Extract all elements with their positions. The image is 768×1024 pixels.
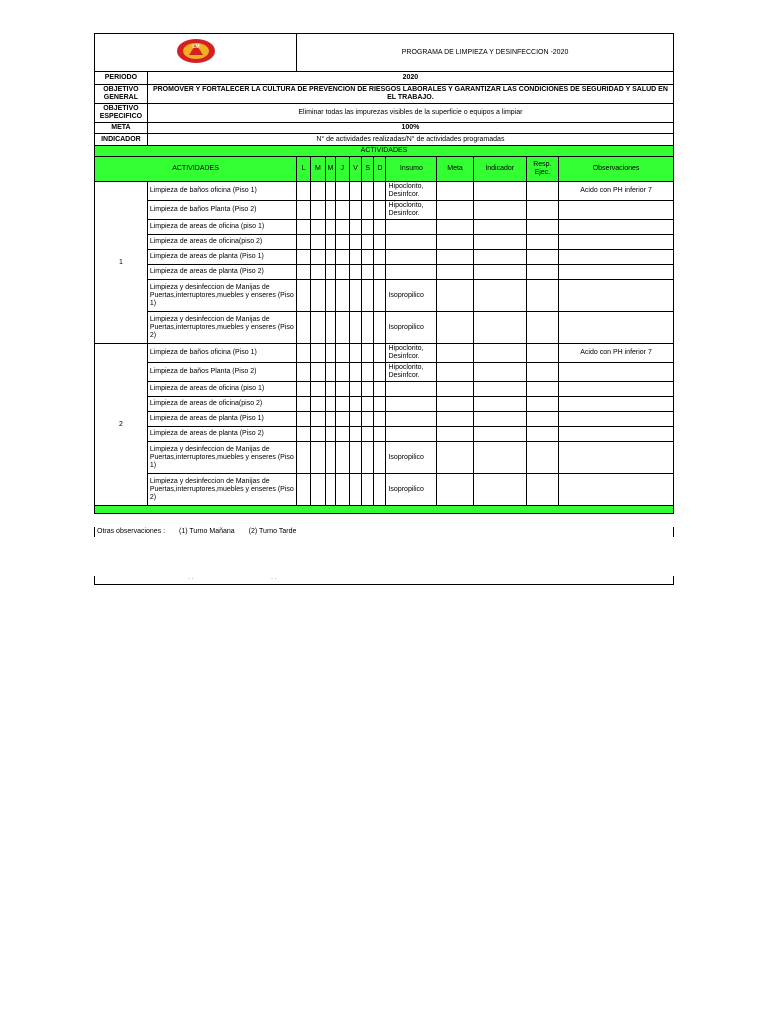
indicador-cell <box>473 412 526 427</box>
day-cell-j <box>335 312 349 344</box>
indicador-cell <box>473 382 526 397</box>
activity-row <box>95 201 674 220</box>
day-cell-l <box>297 427 311 442</box>
activity-cell: Limpieza de areas de planta (Piso 2) <box>147 265 296 280</box>
day-cell-d <box>374 442 386 474</box>
activity-row <box>95 382 674 397</box>
insumo-cell: Isopropilico <box>386 312 437 344</box>
insumo-cell <box>386 220 437 235</box>
meta-row <box>95 123 674 134</box>
day-cell-d <box>374 344 386 363</box>
day-cell-d <box>374 412 386 427</box>
day-cell-j <box>335 442 349 474</box>
day-cell-j <box>335 235 349 250</box>
meta-cell <box>437 201 474 220</box>
day-cell-m2 <box>325 201 335 220</box>
objetivo-general-value: PROMOVER Y FORTALECER LA CULTURA DE PREVENCION DE RIESGOS LABORALES Y GARANTIZAR LAS CONDICIONES DE SEGURIDAD Y SALUD EN EL TRABAJO. <box>147 85 673 104</box>
activity-cell: Limpieza de areas de oficina(piso 2) <box>147 397 296 412</box>
day-cell-s <box>362 235 374 250</box>
col-v: V <box>349 157 361 182</box>
day-cell-l <box>297 235 311 250</box>
activity-cell: Limpieza de baños Planta (Piso 2) <box>147 363 296 382</box>
observaciones-cell: Acido con PH inferior 7 <box>559 344 674 363</box>
company-logo-icon <box>170 37 222 65</box>
day-cell-l <box>297 442 311 474</box>
indicador-cell <box>473 442 526 474</box>
document-title: PROGRAMA DE LIMPIEZA Y DESINFECCION -2020 <box>297 34 674 72</box>
observaciones-cell <box>559 412 674 427</box>
footer-turno-1: (1) Turno Mañana <box>179 528 235 535</box>
day-cell-s <box>362 250 374 265</box>
insumo-cell <box>386 265 437 280</box>
col-observaciones: Observaciones <box>559 157 674 182</box>
day-cell-s <box>362 427 374 442</box>
insumo-cell: Hipoclorito, Desinfcor. <box>386 344 437 363</box>
group-label: 1 <box>95 182 148 344</box>
day-cell-d <box>374 312 386 344</box>
day-cell-m1 <box>311 201 325 220</box>
objetivo-especifico-value: Eliminar todas las impurezas visibles de la superficie o equipos a limpiar <box>147 104 673 123</box>
insumo-cell <box>386 235 437 250</box>
meta-cell <box>437 344 474 363</box>
observaciones-cell <box>559 474 674 506</box>
resp-cell <box>526 201 559 220</box>
observaciones-cell <box>559 265 674 280</box>
activity-cell: Limpieza de areas de planta (Piso 1) <box>147 412 296 427</box>
day-cell-j <box>335 344 349 363</box>
day-cell-j <box>335 382 349 397</box>
activity-row <box>95 427 674 442</box>
day-cell-m2 <box>325 280 335 312</box>
indicador-label: INDICADOR <box>95 134 148 146</box>
activity-cell: Limpieza de areas de planta (Piso 2) <box>147 427 296 442</box>
day-cell-s <box>362 474 374 506</box>
footer-notes <box>94 527 674 537</box>
indicador-cell <box>473 250 526 265</box>
day-cell-l <box>297 363 311 382</box>
observaciones-cell: Acido con PH inferior 7 <box>559 182 674 201</box>
day-cell-j <box>335 250 349 265</box>
day-cell-m1 <box>311 344 325 363</box>
indicador-cell <box>473 265 526 280</box>
day-cell-l <box>297 220 311 235</box>
activity-row <box>95 344 674 363</box>
day-cell-l <box>297 280 311 312</box>
day-cell-s <box>362 201 374 220</box>
resp-cell <box>526 382 559 397</box>
day-cell-j <box>335 182 349 201</box>
activity-row <box>95 474 674 506</box>
observaciones-cell <box>559 397 674 412</box>
periodo-value: 2020 <box>147 72 673 85</box>
meta-cell <box>437 412 474 427</box>
resp-cell <box>526 220 559 235</box>
observaciones-cell <box>559 363 674 382</box>
day-cell-v <box>349 363 361 382</box>
day-cell-m1 <box>311 312 325 344</box>
activity-row <box>95 412 674 427</box>
indicador-cell <box>473 182 526 201</box>
meta-cell <box>437 474 474 506</box>
day-cell-d <box>374 363 386 382</box>
col-indicador: Indicador <box>473 157 526 182</box>
indicador-cell <box>473 201 526 220</box>
day-cell-s <box>362 382 374 397</box>
day-cell-m1 <box>311 412 325 427</box>
dot-mark-2: · · <box>271 576 277 582</box>
cleaning-program-table <box>94 33 674 514</box>
col-s: S <box>362 157 374 182</box>
col-meta: Meta <box>437 157 474 182</box>
activity-row <box>95 250 674 265</box>
observaciones-cell <box>559 280 674 312</box>
closing-green-row <box>95 506 674 514</box>
activity-row <box>95 280 674 312</box>
meta-cell <box>437 427 474 442</box>
day-cell-j <box>335 427 349 442</box>
col-l: L <box>297 157 311 182</box>
insumo-cell <box>386 397 437 412</box>
day-cell-d <box>374 220 386 235</box>
day-cell-v <box>349 442 361 474</box>
header-row <box>95 34 674 72</box>
day-cell-j <box>335 220 349 235</box>
insumo-cell: Hipoclorito, Desinfcor. <box>386 201 437 220</box>
observaciones-cell <box>559 427 674 442</box>
activity-row <box>95 182 674 201</box>
day-cell-v <box>349 201 361 220</box>
day-cell-v <box>349 182 361 201</box>
resp-cell <box>526 363 559 382</box>
day-cell-v <box>349 312 361 344</box>
day-cell-m1 <box>311 220 325 235</box>
activity-cell: Limpieza y desinfeccion de Manijas de Puertas,interruptores,muebles y enseres (Piso 2) <box>147 474 296 506</box>
indicador-cell <box>473 280 526 312</box>
day-cell-v <box>349 265 361 280</box>
meta-cell <box>437 220 474 235</box>
indicador-cell <box>473 474 526 506</box>
resp-cell <box>526 312 559 344</box>
day-cell-s <box>362 344 374 363</box>
meta-cell <box>437 235 474 250</box>
day-cell-v <box>349 220 361 235</box>
activity-cell: Limpieza de areas de oficina (piso 1) <box>147 220 296 235</box>
col-m1: M <box>311 157 325 182</box>
day-cell-s <box>362 265 374 280</box>
insumo-cell: Hipoclorito, Desinfcor. <box>386 182 437 201</box>
day-cell-m1 <box>311 397 325 412</box>
day-cell-l <box>297 182 311 201</box>
day-cell-m2 <box>325 312 335 344</box>
day-cell-m1 <box>311 442 325 474</box>
day-cell-m1 <box>311 382 325 397</box>
meta-cell <box>437 280 474 312</box>
day-cell-v <box>349 280 361 312</box>
insumo-cell <box>386 250 437 265</box>
resp-cell <box>526 397 559 412</box>
indicador-value: N° de actividades realizadas/N° de actividades programadas <box>147 134 673 146</box>
resp-cell <box>526 182 559 201</box>
day-cell-s <box>362 442 374 474</box>
day-cell-m1 <box>311 280 325 312</box>
meta-cell <box>437 312 474 344</box>
resp-cell <box>526 442 559 474</box>
day-cell-m1 <box>311 182 325 201</box>
observaciones-cell <box>559 220 674 235</box>
indicador-cell <box>473 344 526 363</box>
day-cell-v <box>349 427 361 442</box>
indicador-cell <box>473 220 526 235</box>
group-label: 2 <box>95 344 148 506</box>
periodo-row <box>95 72 674 85</box>
meta-cell <box>437 363 474 382</box>
observaciones-cell <box>559 312 674 344</box>
activity-row <box>95 442 674 474</box>
activity-cell: Limpieza y desinfeccion de Manijas de Puertas,interruptores,muebles y enseres (Piso 1) <box>147 280 296 312</box>
day-cell-l <box>297 412 311 427</box>
day-cell-d <box>374 182 386 201</box>
day-cell-d <box>374 280 386 312</box>
activity-cell: Limpieza y desinfeccion de Manijas de Puertas,interruptores,muebles y enseres (Piso 2) <box>147 312 296 344</box>
day-cell-l <box>297 265 311 280</box>
activity-cell: Limpieza de areas de oficina(piso 2) <box>147 235 296 250</box>
col-d: D <box>374 157 386 182</box>
day-cell-l <box>297 312 311 344</box>
logo-cell <box>95 34 297 72</box>
insumo-cell <box>386 412 437 427</box>
activity-row <box>95 312 674 344</box>
activity-cell: Limpieza y desinfeccion de Manijas de Puertas,interruptores,muebles y enseres (Piso 1) <box>147 442 296 474</box>
day-cell-m1 <box>311 265 325 280</box>
resp-cell <box>526 235 559 250</box>
day-cell-m2 <box>325 412 335 427</box>
day-cell-v <box>349 382 361 397</box>
day-cell-m2 <box>325 397 335 412</box>
day-cell-s <box>362 182 374 201</box>
insumo-cell <box>386 382 437 397</box>
day-cell-d <box>374 382 386 397</box>
day-cell-m1 <box>311 250 325 265</box>
day-cell-d <box>374 201 386 220</box>
activity-row <box>95 363 674 382</box>
day-cell-l <box>297 250 311 265</box>
day-cell-d <box>374 235 386 250</box>
objetivo-general-label: OBJETIVO GENERAL <box>95 85 148 104</box>
observaciones-cell <box>559 201 674 220</box>
resp-cell <box>526 250 559 265</box>
day-cell-m2 <box>325 250 335 265</box>
resp-cell <box>526 344 559 363</box>
footer-turno-2: (2) Turno Tarde <box>248 528 297 535</box>
day-cell-v <box>349 344 361 363</box>
day-cell-v <box>349 474 361 506</box>
day-cell-m1 <box>311 474 325 506</box>
logo-text: LM <box>191 44 200 50</box>
day-cell-v <box>349 235 361 250</box>
observaciones-cell <box>559 250 674 265</box>
column-header-row <box>95 157 674 182</box>
day-cell-j <box>335 265 349 280</box>
insumo-cell: Isopropilico <box>386 474 437 506</box>
day-cell-v <box>349 250 361 265</box>
col-m2: M <box>325 157 335 182</box>
footer-label: Otras observaciones : <box>97 528 166 535</box>
day-cell-l <box>297 344 311 363</box>
day-cell-d <box>374 397 386 412</box>
activity-row <box>95 265 674 280</box>
indicador-cell <box>473 363 526 382</box>
day-cell-m2 <box>325 220 335 235</box>
indicador-row <box>95 134 674 146</box>
section-title: ACTIVIDADES <box>95 146 674 157</box>
meta-label: META <box>95 123 148 134</box>
day-cell-m1 <box>311 363 325 382</box>
day-cell-d <box>374 250 386 265</box>
col-resp: Resp. Ejec. <box>526 157 559 182</box>
meta-value: 100% <box>147 123 673 134</box>
activity-cell: Limpieza de areas de oficina (piso 1) <box>147 382 296 397</box>
day-cell-j <box>335 363 349 382</box>
day-cell-m2 <box>325 235 335 250</box>
activity-row <box>95 220 674 235</box>
objetivo-especifico-row <box>95 104 674 123</box>
day-cell-l <box>297 201 311 220</box>
meta-cell <box>437 265 474 280</box>
day-cell-v <box>349 412 361 427</box>
bottom-frame <box>94 576 674 585</box>
objetivo-general-row <box>95 85 674 104</box>
day-cell-m2 <box>325 382 335 397</box>
periodo-label: PERIODO <box>95 72 148 85</box>
col-insumo: Insumo <box>386 157 437 182</box>
activity-cell: Limpieza de baños Planta (Piso 2) <box>147 201 296 220</box>
objetivo-especifico-label: OBJETIVO ESPECIFICO <box>95 104 148 123</box>
indicador-cell <box>473 235 526 250</box>
activity-row <box>95 397 674 412</box>
resp-cell <box>526 427 559 442</box>
day-cell-m2 <box>325 474 335 506</box>
day-cell-m1 <box>311 235 325 250</box>
day-cell-j <box>335 280 349 312</box>
day-cell-d <box>374 427 386 442</box>
observaciones-cell <box>559 235 674 250</box>
dot-mark-1: · · <box>188 576 194 582</box>
activity-row <box>95 235 674 250</box>
col-actividades: ACTIVIDADES <box>95 157 297 182</box>
day-cell-m2 <box>325 182 335 201</box>
observaciones-cell <box>559 382 674 397</box>
day-cell-s <box>362 412 374 427</box>
day-cell-j <box>335 201 349 220</box>
day-cell-m2 <box>325 363 335 382</box>
day-cell-s <box>362 363 374 382</box>
activity-cell: Limpieza de baños oficina (Piso 1) <box>147 182 296 201</box>
day-cell-m2 <box>325 344 335 363</box>
indicador-cell <box>473 312 526 344</box>
day-cell-s <box>362 312 374 344</box>
observaciones-cell <box>559 442 674 474</box>
resp-cell <box>526 265 559 280</box>
meta-cell <box>437 182 474 201</box>
day-cell-m2 <box>325 442 335 474</box>
day-cell-l <box>297 382 311 397</box>
day-cell-j <box>335 474 349 506</box>
resp-cell <box>526 474 559 506</box>
activity-cell: Limpieza de baños oficina (Piso 1) <box>147 344 296 363</box>
insumo-cell: Hipoclorito, Desinfcor. <box>386 363 437 382</box>
day-cell-s <box>362 397 374 412</box>
day-cell-s <box>362 280 374 312</box>
day-cell-j <box>335 412 349 427</box>
closing-green-bar <box>95 506 674 514</box>
day-cell-j <box>335 397 349 412</box>
day-cell-m1 <box>311 427 325 442</box>
meta-cell <box>437 397 474 412</box>
resp-cell <box>526 280 559 312</box>
day-cell-v <box>349 397 361 412</box>
section-title-row <box>95 146 674 157</box>
col-j: J <box>335 157 349 182</box>
insumo-cell: Isopropilico <box>386 442 437 474</box>
activity-cell: Limpieza de areas de planta (Piso 1) <box>147 250 296 265</box>
day-cell-l <box>297 397 311 412</box>
resp-cell <box>526 412 559 427</box>
day-cell-l <box>297 474 311 506</box>
meta-cell <box>437 382 474 397</box>
insumo-cell: Isopropilico <box>386 280 437 312</box>
indicador-cell <box>473 427 526 442</box>
day-cell-m2 <box>325 265 335 280</box>
meta-cell <box>437 250 474 265</box>
indicador-cell <box>473 397 526 412</box>
day-cell-d <box>374 265 386 280</box>
insumo-cell <box>386 427 437 442</box>
day-cell-m2 <box>325 427 335 442</box>
day-cell-s <box>362 220 374 235</box>
meta-cell <box>437 442 474 474</box>
day-cell-d <box>374 474 386 506</box>
